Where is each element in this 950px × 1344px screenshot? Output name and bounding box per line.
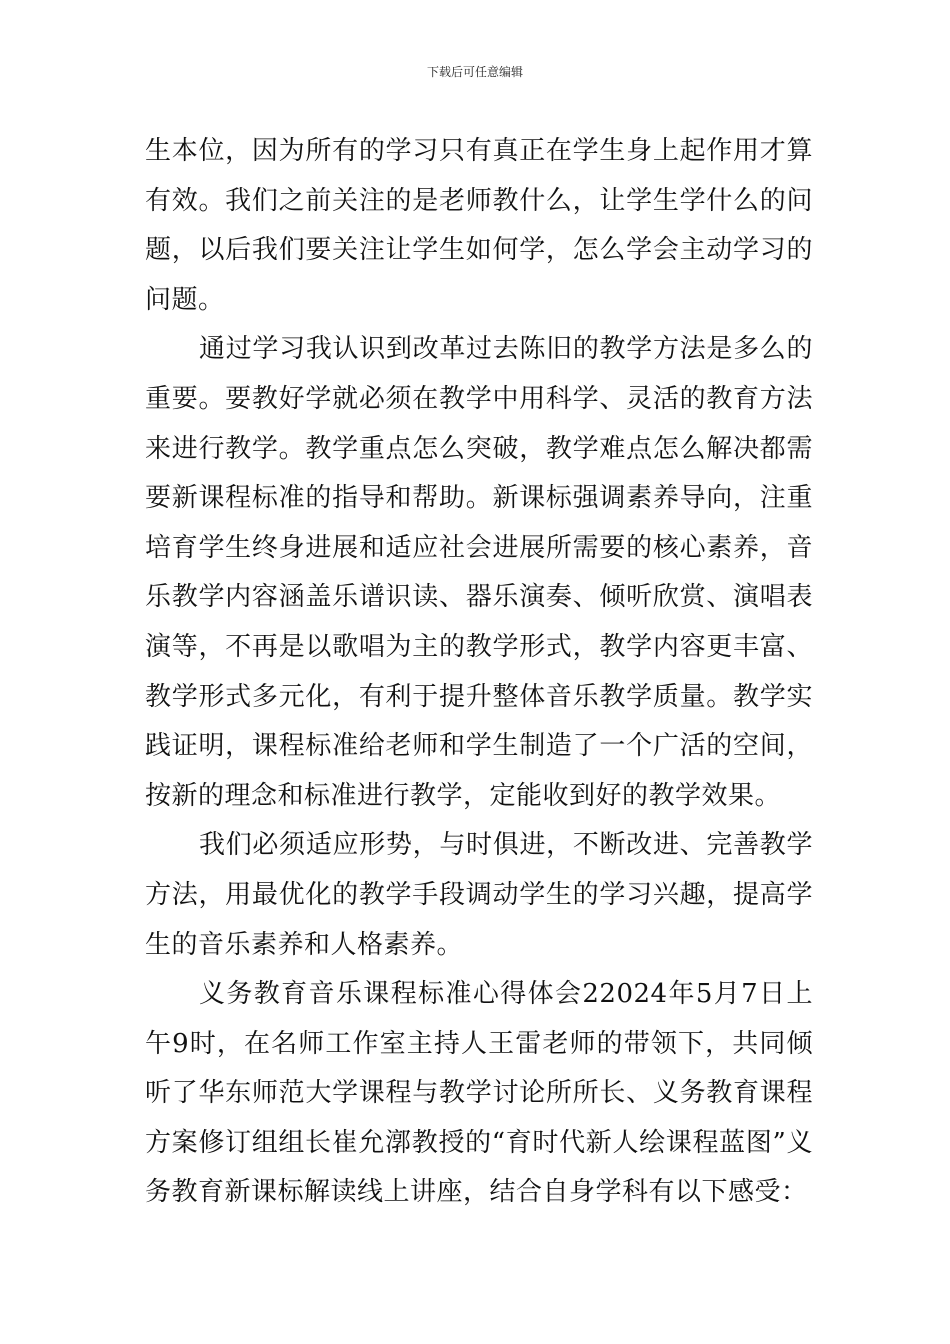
page-header: 下载后可任意编辑 xyxy=(426,65,523,79)
paragraph-teaching-methods: 通过学习我认识到改革过去陈旧的教学方法是多么的重要。要教好学就必须在教学中用科学、灵活的教育方法来进行教学。教学重点怎么突破，教学难点怎么解决都需要新课程标准的指导和帮助。新课标强调素养导向，注重培育学生终身进展和适应社会进展所需要的核心素养，音乐教学内容涵盖乐谱识读、器乐演奏、倾听欣赏、演唱表演等，不再是以歌唱为主的教学形式，教学内容更丰富、教学形式多元化，有利于提升整体音乐教学质量。教学实践证明，课程标准给老师和学生制造了一个广活的空间，按新的理念和标准进行教学，定能收到好的教学效果。 xyxy=(145,334,813,811)
paragraph-lecture-reflection: 义务教育音乐课程标准心得体会22024年5月7日上午9时，在名师工作室主持人王雷老师的带领下，共同倾听了华东师范大学课程与教学讨论所所长、义务教育课程方案修订组组长崔允漷教授的“育时代新人绘课程蓝图”义务教育新课标解读线上讲座，结合自身学科有以下感受： xyxy=(145,979,813,1208)
paragraph-continuation: 生本位，因为所有的学习只有真正在学生身上起作用才算有效。我们之前关注的是老师教什么，让学生学什么的问题，以后我们要关注让学生如何学，怎么学会主动学习的问题。 xyxy=(145,136,813,315)
document-body xyxy=(145,127,813,1218)
paragraph-adapt-to-situation: 我们必须适应形势，与时俱进，不断改进、完善教学方法，用最优化的教学手段调动学生的学习兴趣，提高学生的音乐素养和人格素养。 xyxy=(145,830,813,960)
